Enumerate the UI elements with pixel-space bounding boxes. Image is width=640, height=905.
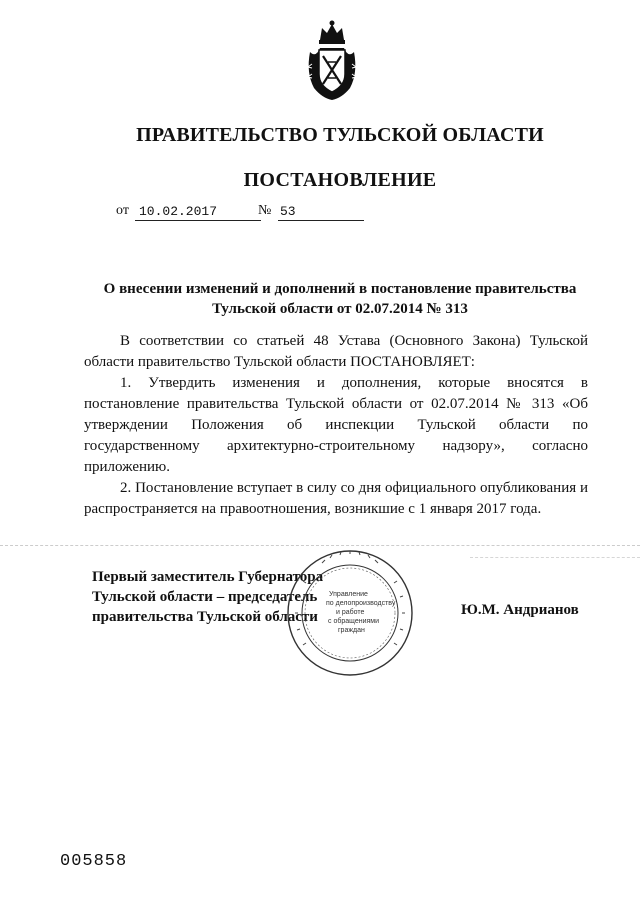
body-paragraph-item-1: 1. Утвердить изменения и дополнения, которые вносятся в постановление правительства Тульской области от 02.07.2014 № 313 «Об утверждении Положения об инспекции Тульской области по государственному архитектурно-строительному надзору», согласно приложению.: [84, 375, 588, 475]
document-number: 53: [278, 204, 364, 221]
stamp-inner-line: граждан: [338, 627, 365, 634]
body-paragraph-item-2: 2. Постановление вступает в силу со дня официального опубликования и распространяется на правоотношения, возникшие с 1 января 2017 года.: [84, 480, 588, 517]
signer-line-2: Тульской области – председатель: [92, 589, 318, 605]
subject-line-1: О внесении изменений и дополнений в постановление правительства: [103, 281, 577, 297]
signer-line-1: Первый заместитель Губернатора: [92, 569, 324, 585]
organization-title: ПРАВИТЕЛЬСТВО ТУЛЬСКОЙ ОБЛАСТИ: [136, 124, 544, 146]
signer-line-3: правительства Тульской области: [92, 609, 318, 625]
stamp-inner-line: Управление: [329, 591, 368, 598]
body-paragraph-preamble: В соответствии со статьей 48 Устава (Основного Закона) Тульской области правительство Тульской области ПОСТАНОВЛЯЕТ:: [84, 333, 588, 370]
stamp-inner-line: по делопроизводству: [326, 600, 396, 607]
stamp-inner-line: с обращениями: [328, 618, 379, 625]
subject-line-2: Тульской области от 02.07.2014 № 313: [212, 301, 468, 317]
document-date: 10.02.2017: [135, 204, 261, 221]
date-label: от: [116, 203, 129, 218]
document-type-title: ПОСТАНОВЛЕНИЕ: [243, 169, 437, 191]
document-body: [84, 331, 588, 520]
signer-name: Ю.М. Андрианов: [461, 602, 579, 618]
stamp-inner-line: и работе: [336, 609, 365, 616]
serial-number: 005858: [60, 852, 128, 871]
scan-artifact-line: [0, 545, 640, 546]
coat-of-arms-emblem: [304, 18, 360, 102]
official-stamp: [282, 547, 418, 679]
number-label: №: [258, 203, 272, 218]
scan-artifact-line: [470, 557, 640, 558]
document-subject: [90, 279, 590, 319]
